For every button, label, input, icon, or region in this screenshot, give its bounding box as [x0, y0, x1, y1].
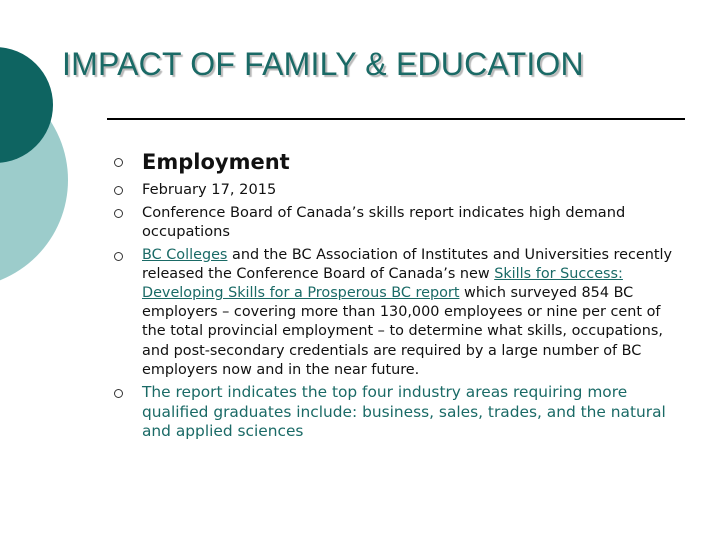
slide-title: IMPACT OF FAMILY & EDUCATION [62, 46, 584, 82]
bullet-report-text: The report indicates the top four industry areas requiring more qualified graduates include: business, sales, trades, and the natural and applied sciences [142, 383, 666, 441]
bullet-circle-icon [114, 158, 123, 167]
bullet-date-text: February 17, 2015 [142, 181, 277, 198]
skills-report-link[interactable]: Skills for Success: Developing Skills for a Prosperous BC report [142, 265, 623, 302]
colleges-text-1: and the BC Association of Institutes and Universities recently released the Conference Board of Canada’s new [142, 246, 673, 282]
bullet-report [114, 383, 680, 442]
bullet-date [114, 180, 680, 199]
decorative-circles [0, 0, 80, 290]
bullet-employment-text: Employment [142, 150, 290, 174]
bullet-conference-text: Conference Board of Canada’s skills report indicates high demand occupations [142, 204, 626, 241]
bullet-circle-icon [114, 252, 123, 261]
title-divider [107, 118, 685, 120]
bc-colleges-link[interactable]: BC Colleges [142, 246, 228, 263]
bullet-colleges [114, 246, 680, 380]
colleges-text-2: which surveyed 854 BC employers – covering more than 130,000 employees or nine per cent of the total provincial employment – to determine what skills, occupations, and post-secondary credentials are required by a large number of BC employers now and in the near future. [142, 285, 663, 378]
bullet-circle-icon [114, 209, 123, 218]
bullet-circle-icon [114, 389, 123, 398]
bullet-employment [114, 148, 680, 176]
bullet-conference [114, 203, 680, 241]
bullet-list [114, 148, 680, 442]
bullet-circle-icon [114, 186, 123, 195]
